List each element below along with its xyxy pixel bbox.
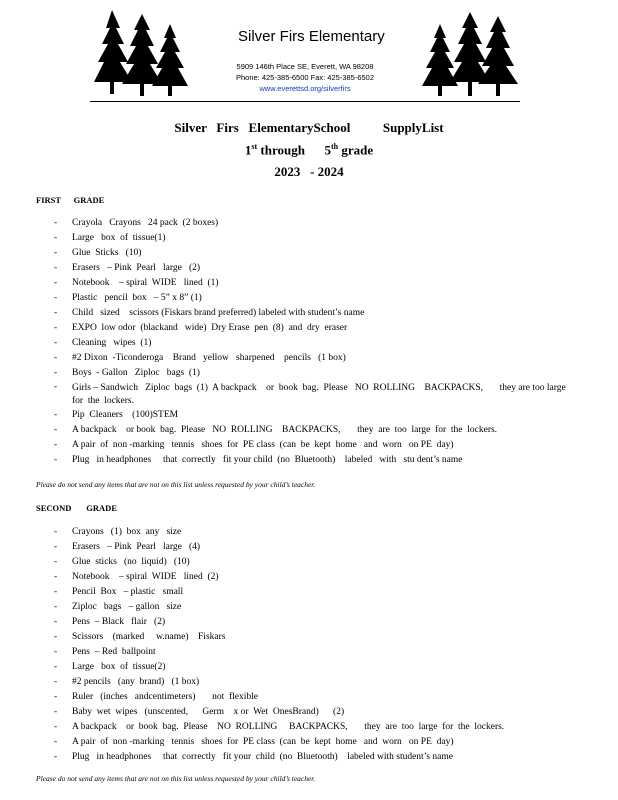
second-grade-note: Please do not send any items that are not on this list unless requested by your child’s teacher. (36, 774, 316, 783)
list-item: - Pens – Black flair (2) (52, 615, 572, 630)
list-item: - Glue Sticks (10) (52, 246, 572, 261)
list-item: - EXPO low odor (blackand wide) Dry Erase pen (8) and dry eraser (52, 321, 572, 336)
list-item: - Pens – Red ballpoint (52, 645, 572, 660)
list-item: - Ruler (inches andcentimeters) not flexible (52, 690, 572, 705)
first-grade-supply-list (52, 216, 572, 468)
list-item: - Plug in headphones that correctly fit your child (no Bluetooth) labeled with stu dent’s name (52, 453, 572, 468)
list-item: - Crayons (1) box any size (52, 525, 572, 540)
second-grade-supply-list (52, 525, 572, 765)
list-item: - #2 Dixon -Ticonderoga Brand yellow sharpened pencils (1 box) (52, 351, 572, 366)
school-address: 5909 146th Place SE, Everett, WA 98208 (236, 62, 374, 71)
list-item: - Child sized scissors (Fiskars brand preferred) labeled with student’s name (52, 306, 572, 321)
list-item: - Pencil Box – plastic small (52, 585, 572, 600)
school-year: 2023 - 2024 (274, 164, 344, 179)
grade-through: through 5 (257, 142, 331, 158)
list-item: - Glue sticks (no liquid) (10) (52, 555, 572, 570)
list-item: - Plastic pencil box – 5” x 8” (1) (52, 291, 572, 306)
grade-word: grade (338, 142, 374, 158)
list-item: - Plug in headphones that correctly fit your child (no Bluetooth) labeled with student’s name (52, 750, 572, 765)
first-grade-heading: FIRST GRADE (36, 195, 105, 205)
list-item: - Pip Cleaners (100)STEM (52, 408, 572, 423)
grade-start-suffix: st (251, 142, 258, 151)
grade-end-suffix: th (330, 142, 339, 151)
list-item: - Cleaning wipes (1) (52, 336, 572, 351)
list-item: - Girls – Sandwich Ziploc bags (1) A backpack or book bag. Please NO ROLLING BACKPACKS, they are too large for the lockers. (52, 381, 572, 408)
first-grade-note: Please do not send any items that are not on this list unless requested by your child’s teacher. (36, 480, 316, 489)
list-item: - A pair of non -marking tennis shoes for PE class (can be kept home and worn on PE day) (52, 438, 572, 453)
grade-start: 1 (244, 142, 252, 158)
letterhead (90, 6, 520, 102)
list-item: - A backpack or book bag. Please NO ROLLING BACKPACKS, they are too large for the lockers. (52, 423, 572, 438)
pine-trees-icon (420, 10, 520, 100)
list-item: - Scissors (marked w.name) Fiskars (52, 630, 572, 645)
list-item: - Large box of tissue(2) (52, 660, 572, 675)
list-item: - A backpack or book bag. Please NO ROLLING BACKPACKS, they are too large for the lockers. (52, 720, 572, 735)
school-phone-fax: Phone: 425-385-6500 Fax: 425-385-6502 (235, 73, 375, 82)
list-item: - Boys - Gallon Ziploc bags (1) (52, 366, 572, 381)
list-item: - Erasers – Pink Pearl large (2) (52, 261, 572, 276)
list-item: - Large box of tissue(1) (52, 231, 572, 246)
list-item: - Notebook – spiral WIDE lined (1) (52, 276, 572, 291)
grade-range (0, 142, 618, 158)
list-item: - #2 pencils (any brand) (1 box) (52, 675, 572, 690)
list-item: - Erasers – Pink Pearl large (4) (52, 540, 572, 555)
document-title: Silver Firs ElementarySchool SupplyList (174, 120, 444, 135)
school-website-link[interactable]: www.everettsd.org/silverfirs (259, 84, 351, 93)
school-name: Silver Firs Elementary (238, 28, 385, 45)
list-item: - Notebook – spiral WIDE lined (2) (52, 570, 572, 585)
list-item: - Ziploc bags – gallon size (52, 600, 572, 615)
list-item: - Baby wet wipes (unscented, Germ x or Wet OnesBrand) (2) (52, 705, 572, 720)
second-grade-heading: SECOND GRADE (36, 503, 117, 513)
list-item: - Crayola Crayons 24 pack (2 boxes) (52, 216, 572, 231)
header-divider (90, 101, 520, 102)
list-item: - A pair of non -marking tennis shoes for PE class (can be kept home and worn on PE day) (52, 735, 572, 750)
